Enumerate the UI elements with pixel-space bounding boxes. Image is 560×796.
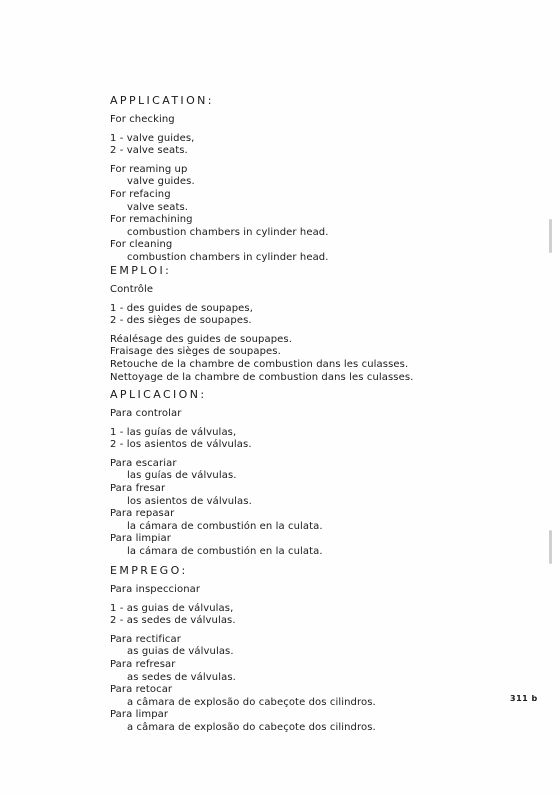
text-line: la cámara de combustión en la culata.: [127, 545, 323, 557]
section-heading: APLICACION:: [110, 388, 207, 401]
text-line: 1 - las guías de válvulas,: [110, 426, 237, 438]
text-line: valve seats.: [127, 201, 189, 213]
text-line: Para retocar: [110, 684, 173, 696]
section-body: [110, 284, 530, 384]
section-heading: EMPLOI:: [110, 264, 172, 277]
text-line: las guías de válvulas.: [127, 470, 237, 482]
section-body: [110, 114, 530, 265]
text-line: 2 - los asientos de válvulas.: [110, 439, 252, 451]
text-line: For reaming up: [110, 163, 188, 175]
text-line: la cámara de combustión en la culata.: [127, 520, 323, 532]
section-body: [110, 408, 530, 559]
text-line: For remachining: [110, 214, 193, 226]
text-line: For cleaning: [110, 239, 173, 251]
section-application: [110, 94, 530, 265]
text-line: 2 - as sedes de válvulas.: [110, 615, 236, 627]
text-line: Para rectificar: [110, 633, 181, 645]
text-line: a câmara de explosão do cabeçote dos cilindros.: [127, 696, 376, 708]
text-line: Para fresar: [110, 482, 166, 494]
text-line: Para escariar: [110, 457, 177, 469]
text-line: 1 - as guias de válvulas,: [110, 602, 234, 614]
text-line: valve guides.: [127, 176, 195, 188]
text-line: combustion chambers in cylinder head.: [127, 251, 329, 263]
text-line: a câmara de explosão do cabeçote dos cilindros.: [127, 721, 376, 733]
section-emprego: [110, 564, 530, 735]
text-line: los asientos de válvulas.: [127, 495, 252, 507]
section-emploi: [110, 264, 530, 384]
text-line: 1 - des guides de soupapes,: [110, 302, 253, 314]
text-line: Para refresar: [110, 658, 176, 670]
text-line: as sedes de válvulas.: [127, 671, 236, 683]
text-line: Para limpar: [110, 709, 169, 721]
text-line: Para repasar: [110, 508, 175, 520]
text-line: Réalésage des guides de soupapes.: [110, 333, 292, 345]
text-line: combustion chambers in cylinder head.: [127, 226, 329, 238]
section-aplicacion: [110, 388, 530, 559]
binder-hole-mark: [549, 530, 552, 564]
text-line: 2 - des sièges de soupapes.: [110, 315, 252, 327]
text-line: Para inspeccionar: [110, 584, 201, 595]
text-line: Retouche de la chambre de combustion dans les culasses.: [110, 358, 409, 370]
text-line: Fraisage des sièges de soupapes.: [110, 346, 281, 358]
text-line: Para limpiar: [110, 533, 171, 545]
text-line: Para controlar: [110, 408, 182, 419]
text-line: 1 - valve guides,: [110, 132, 195, 144]
section-body: [110, 584, 530, 735]
text-line: Nettoyage de la chambre de combustion dans les culasses.: [110, 371, 414, 383]
text-line: 2 - valve seats.: [110, 145, 188, 157]
text-line: as guias de válvulas.: [127, 646, 234, 658]
binder-hole-mark: [549, 219, 552, 253]
text-line: For checking: [110, 114, 175, 125]
section-heading: EMPREGO:: [110, 564, 188, 577]
text-line: Contrôle: [110, 284, 154, 295]
page-number: 311 b: [510, 694, 538, 703]
text-line: For refacing: [110, 188, 171, 200]
section-heading: APPLICATION:: [110, 94, 214, 107]
